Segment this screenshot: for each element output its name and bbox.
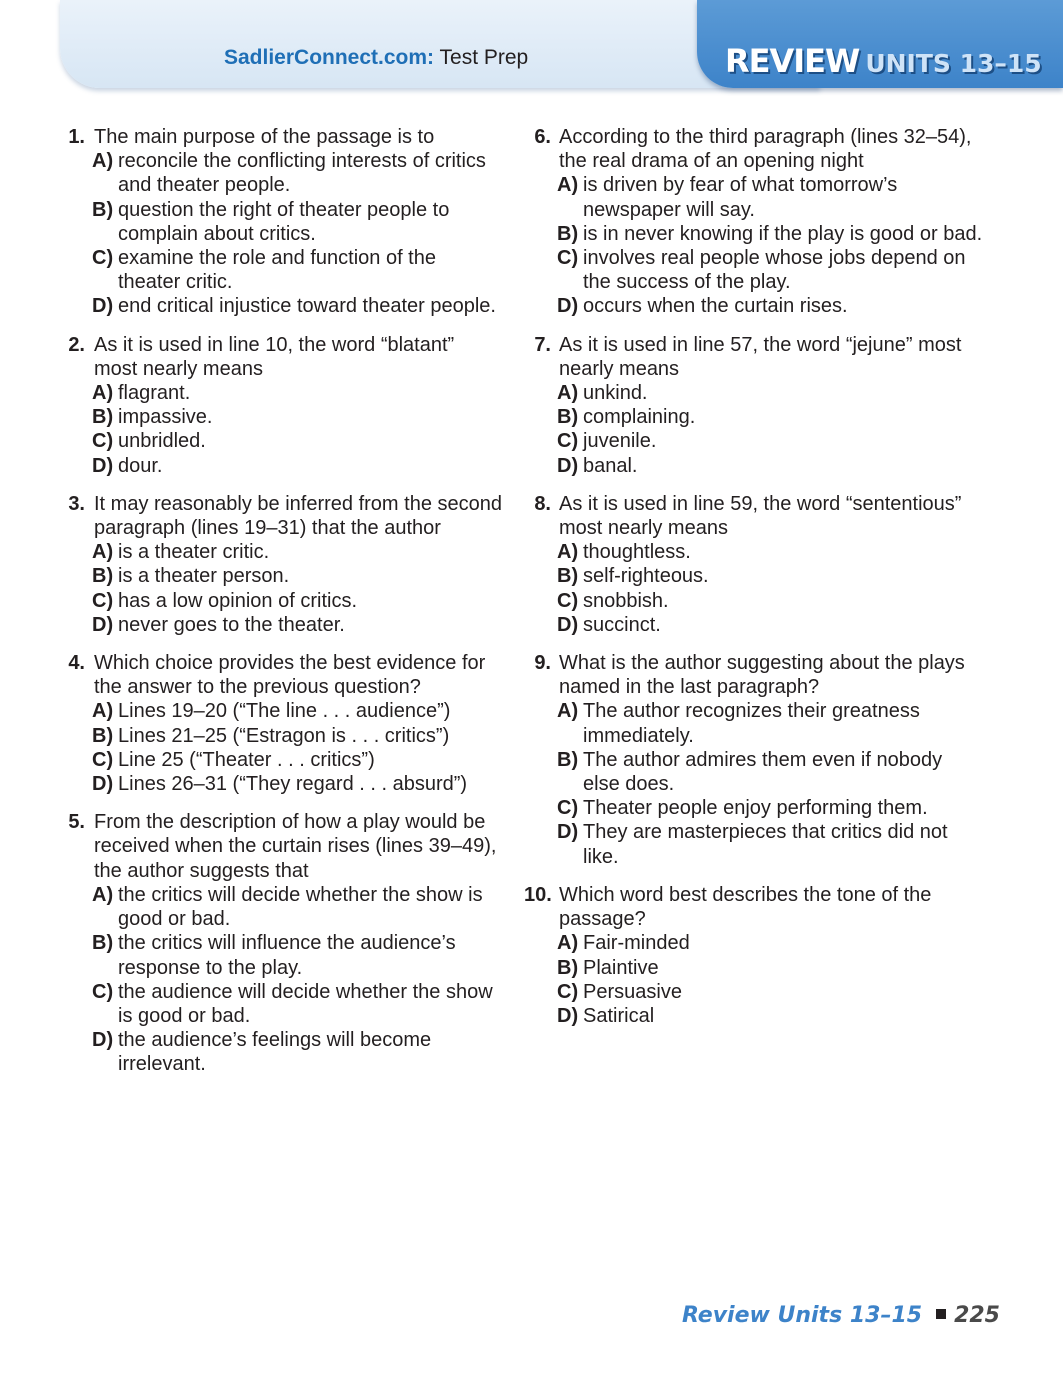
option-letter: C) bbox=[92, 748, 114, 771]
option-letter: B) bbox=[92, 565, 114, 588]
answer-option bbox=[524, 931, 984, 955]
option-text: Satirical bbox=[583, 1004, 655, 1027]
option-letter: D) bbox=[92, 454, 114, 477]
option-text: end critical injustice toward theater people. bbox=[118, 295, 496, 318]
option-letter: B) bbox=[92, 724, 114, 747]
answer-option bbox=[62, 198, 502, 246]
option-letter: D) bbox=[92, 613, 114, 636]
answer-option bbox=[62, 1028, 502, 1076]
section-label: Test Prep bbox=[439, 46, 529, 69]
question-stem: The main purpose of the passage is to bbox=[94, 126, 435, 148]
review-title bbox=[725, 42, 1042, 80]
option-text: thoughtless. bbox=[583, 541, 691, 564]
answer-option bbox=[524, 454, 984, 478]
option-letter: D) bbox=[92, 1029, 114, 1052]
question-number: 5. bbox=[68, 811, 85, 834]
answer-option bbox=[524, 613, 984, 637]
option-text: unkind. bbox=[583, 382, 648, 405]
answer-option bbox=[62, 699, 502, 723]
question-number: 9. bbox=[534, 652, 551, 675]
question-stem: As it is used in line 10, the word “blatant” most nearly means bbox=[94, 333, 455, 380]
option-letter: A) bbox=[557, 174, 579, 197]
option-text: succinct. bbox=[583, 613, 661, 636]
question-item bbox=[524, 651, 984, 869]
option-text: Plaintive bbox=[583, 956, 659, 979]
option-text: banal. bbox=[583, 454, 638, 477]
answer-option bbox=[62, 931, 502, 979]
option-text: The author admires them even if nobody else does. bbox=[583, 748, 943, 796]
option-text: the audience’s feelings will become irrelevant. bbox=[118, 1029, 432, 1076]
option-letter: D) bbox=[92, 295, 114, 318]
review-word: REVIEW bbox=[725, 42, 860, 80]
option-letter: B) bbox=[92, 406, 114, 429]
answer-option bbox=[62, 429, 502, 453]
question-stem: From the description of how a play would be received when the curtain rises (lines 39–49), the author suggests that bbox=[94, 811, 497, 882]
answer-option bbox=[62, 564, 502, 588]
answer-option bbox=[62, 246, 502, 294]
question-stem: Which word best describes the tone of the passage? bbox=[559, 883, 932, 931]
option-letter: C) bbox=[92, 589, 114, 612]
option-letter: D) bbox=[557, 295, 579, 318]
option-letter: A) bbox=[92, 700, 114, 723]
option-text: Line 25 (“Theater . . . critics”) bbox=[118, 748, 375, 771]
option-text: impassive. bbox=[118, 406, 213, 429]
question-number: 3. bbox=[68, 492, 85, 515]
option-letter: D) bbox=[557, 821, 579, 844]
option-letter: A) bbox=[92, 150, 114, 173]
review-units: UNITS 13–15 bbox=[865, 49, 1042, 78]
right-column bbox=[524, 125, 984, 1042]
question-number: 4. bbox=[68, 652, 85, 675]
answer-option bbox=[524, 796, 984, 820]
option-text: reconcile the conflicting interests of critics and theater people. bbox=[118, 150, 486, 197]
answer-option bbox=[62, 294, 502, 318]
question-item bbox=[524, 492, 984, 637]
option-text: the critics will influence the audience’s response to the play. bbox=[118, 932, 456, 979]
question-stem-row bbox=[62, 651, 502, 699]
question-item bbox=[62, 333, 502, 478]
option-letter: A) bbox=[557, 932, 579, 955]
question-number: 7. bbox=[534, 333, 551, 356]
option-text: is in never knowing if the play is good or bad. bbox=[583, 222, 983, 245]
option-text: occurs when the curtain rises. bbox=[583, 295, 848, 318]
question-stem-row bbox=[524, 125, 984, 173]
question-item bbox=[524, 125, 984, 319]
option-letter: B) bbox=[557, 748, 579, 771]
page-footer bbox=[682, 1303, 1000, 1328]
option-text: Lines 19–20 (“The line . . . audience”) bbox=[118, 700, 451, 723]
option-text: is a theater person. bbox=[118, 565, 290, 588]
answer-option bbox=[524, 173, 984, 221]
question-item bbox=[524, 883, 984, 1028]
option-text: Fair-minded bbox=[583, 932, 690, 955]
answer-option bbox=[62, 613, 502, 637]
answer-option bbox=[62, 980, 502, 1028]
answer-option bbox=[524, 589, 984, 613]
question-number: 1. bbox=[68, 126, 85, 148]
option-letter: D) bbox=[557, 454, 579, 477]
option-letter: B) bbox=[92, 198, 114, 221]
review-tab bbox=[697, 0, 1063, 88]
answer-option bbox=[524, 222, 984, 246]
question-stem-row bbox=[524, 333, 984, 381]
question-item bbox=[62, 125, 502, 319]
option-letter: C) bbox=[557, 589, 579, 612]
answer-option bbox=[524, 381, 984, 405]
option-letter: B) bbox=[557, 956, 579, 979]
square-bullet-icon bbox=[936, 1309, 946, 1319]
question-stem: According to the third paragraph (lines 32–54), the real drama of an opening night bbox=[559, 126, 972, 173]
option-text: the critics will decide whether the show is good or bad. bbox=[118, 883, 483, 931]
option-text: self-righteous. bbox=[583, 565, 709, 588]
question-stem-row bbox=[62, 125, 502, 149]
option-letter: A) bbox=[92, 883, 114, 906]
option-letter: B) bbox=[557, 565, 579, 588]
option-letter: C) bbox=[92, 980, 114, 1003]
option-letter: A) bbox=[92, 382, 114, 405]
option-letter: D) bbox=[557, 613, 579, 636]
option-text: examine the role and function of the theater critic. bbox=[118, 247, 436, 294]
question-stem-row bbox=[62, 492, 502, 540]
option-text: unbridled. bbox=[118, 430, 206, 453]
option-text: Lines 21–25 (“Estragon is . . . critics”) bbox=[118, 724, 450, 747]
page-number: 225 bbox=[954, 1303, 1000, 1328]
answer-option bbox=[524, 429, 984, 453]
question-item bbox=[524, 333, 984, 478]
option-text: The author recognizes their greatness immediately. bbox=[583, 700, 920, 747]
answer-option bbox=[524, 748, 984, 796]
question-stem-row bbox=[524, 883, 984, 931]
option-letter: B) bbox=[557, 222, 579, 245]
option-letter: A) bbox=[557, 541, 579, 564]
answer-option bbox=[524, 820, 984, 868]
option-text: Lines 26–31 (“They regard . . . absurd”) bbox=[118, 773, 468, 796]
answer-option bbox=[62, 883, 502, 931]
answer-option bbox=[62, 589, 502, 613]
answer-option bbox=[62, 772, 502, 796]
question-stem-row bbox=[524, 492, 984, 540]
option-text: the audience will decide whether the show is good or bad. bbox=[118, 980, 493, 1027]
answer-option bbox=[524, 405, 984, 429]
question-number: 2. bbox=[68, 333, 85, 356]
option-text: question the right of theater people to complain about critics. bbox=[118, 198, 450, 245]
answer-option bbox=[524, 1004, 984, 1028]
option-letter: C) bbox=[557, 430, 579, 453]
footer-title: Review Units 13–15 bbox=[681, 1303, 923, 1328]
question-stem: Which choice provides the best evidence for the answer to the previous question? bbox=[94, 652, 486, 699]
question-number: 10. bbox=[524, 883, 552, 906]
left-column bbox=[62, 125, 502, 1091]
answer-option bbox=[524, 246, 984, 294]
option-letter: A) bbox=[92, 541, 114, 564]
option-letter: B) bbox=[92, 932, 114, 955]
option-text: Theater people enjoy performing them. bbox=[583, 797, 928, 820]
question-stem: As it is used in line 57, the word “jejune” most nearly means bbox=[559, 333, 962, 380]
option-text: involves real people whose jobs depend on the success of the play. bbox=[583, 247, 966, 294]
option-text: snobbish. bbox=[583, 589, 669, 612]
answer-option bbox=[524, 294, 984, 318]
option-letter: C) bbox=[92, 430, 114, 453]
option-letter: B) bbox=[557, 406, 579, 429]
option-letter: C) bbox=[557, 797, 579, 820]
site-name: SadlierConnect.com: bbox=[224, 46, 435, 69]
option-text: is a theater critic. bbox=[118, 541, 270, 564]
option-text: complaining. bbox=[583, 406, 696, 429]
question-item bbox=[62, 651, 502, 796]
answer-option bbox=[524, 564, 984, 588]
question-item bbox=[62, 492, 502, 637]
option-text: dour. bbox=[118, 454, 163, 477]
answer-option bbox=[524, 540, 984, 564]
question-stem: What is the author suggesting about the plays named in the last paragraph? bbox=[559, 652, 965, 699]
option-text: They are masterpieces that critics did not like. bbox=[583, 821, 948, 868]
answer-option bbox=[62, 454, 502, 478]
option-letter: C) bbox=[557, 980, 579, 1003]
option-text: is driven by fear of what tomorrow’s newspaper will say. bbox=[583, 174, 898, 221]
option-letter: C) bbox=[557, 247, 579, 270]
option-letter: C) bbox=[92, 247, 114, 270]
question-stem-row bbox=[62, 810, 502, 883]
option-text: never goes to the theater. bbox=[118, 613, 345, 636]
answer-option bbox=[62, 149, 502, 197]
answer-option bbox=[62, 381, 502, 405]
question-stem: As it is used in line 59, the word “sententious” most nearly means bbox=[559, 492, 962, 540]
option-letter: D) bbox=[557, 1004, 579, 1027]
question-stem-row bbox=[524, 651, 984, 699]
option-text: has a low opinion of critics. bbox=[118, 589, 358, 612]
answer-option bbox=[62, 540, 502, 564]
option-text: Persuasive bbox=[583, 980, 682, 1003]
answer-option bbox=[524, 980, 984, 1004]
answer-option bbox=[62, 405, 502, 429]
answer-option bbox=[524, 956, 984, 980]
answer-option bbox=[62, 724, 502, 748]
option-letter: A) bbox=[557, 700, 579, 723]
question-number: 6. bbox=[534, 126, 551, 148]
answer-option bbox=[524, 699, 984, 747]
option-letter: D) bbox=[92, 773, 114, 796]
option-text: flagrant. bbox=[118, 382, 191, 405]
question-item bbox=[62, 810, 502, 1076]
question-number: 8. bbox=[534, 492, 551, 515]
answer-option bbox=[62, 748, 502, 772]
option-letter: A) bbox=[557, 382, 579, 405]
option-text: juvenile. bbox=[583, 430, 657, 453]
question-stem-row bbox=[62, 333, 502, 381]
site-header bbox=[224, 46, 528, 70]
question-stem: It may reasonably be inferred from the second paragraph (lines 19–31) that the author bbox=[94, 492, 502, 540]
